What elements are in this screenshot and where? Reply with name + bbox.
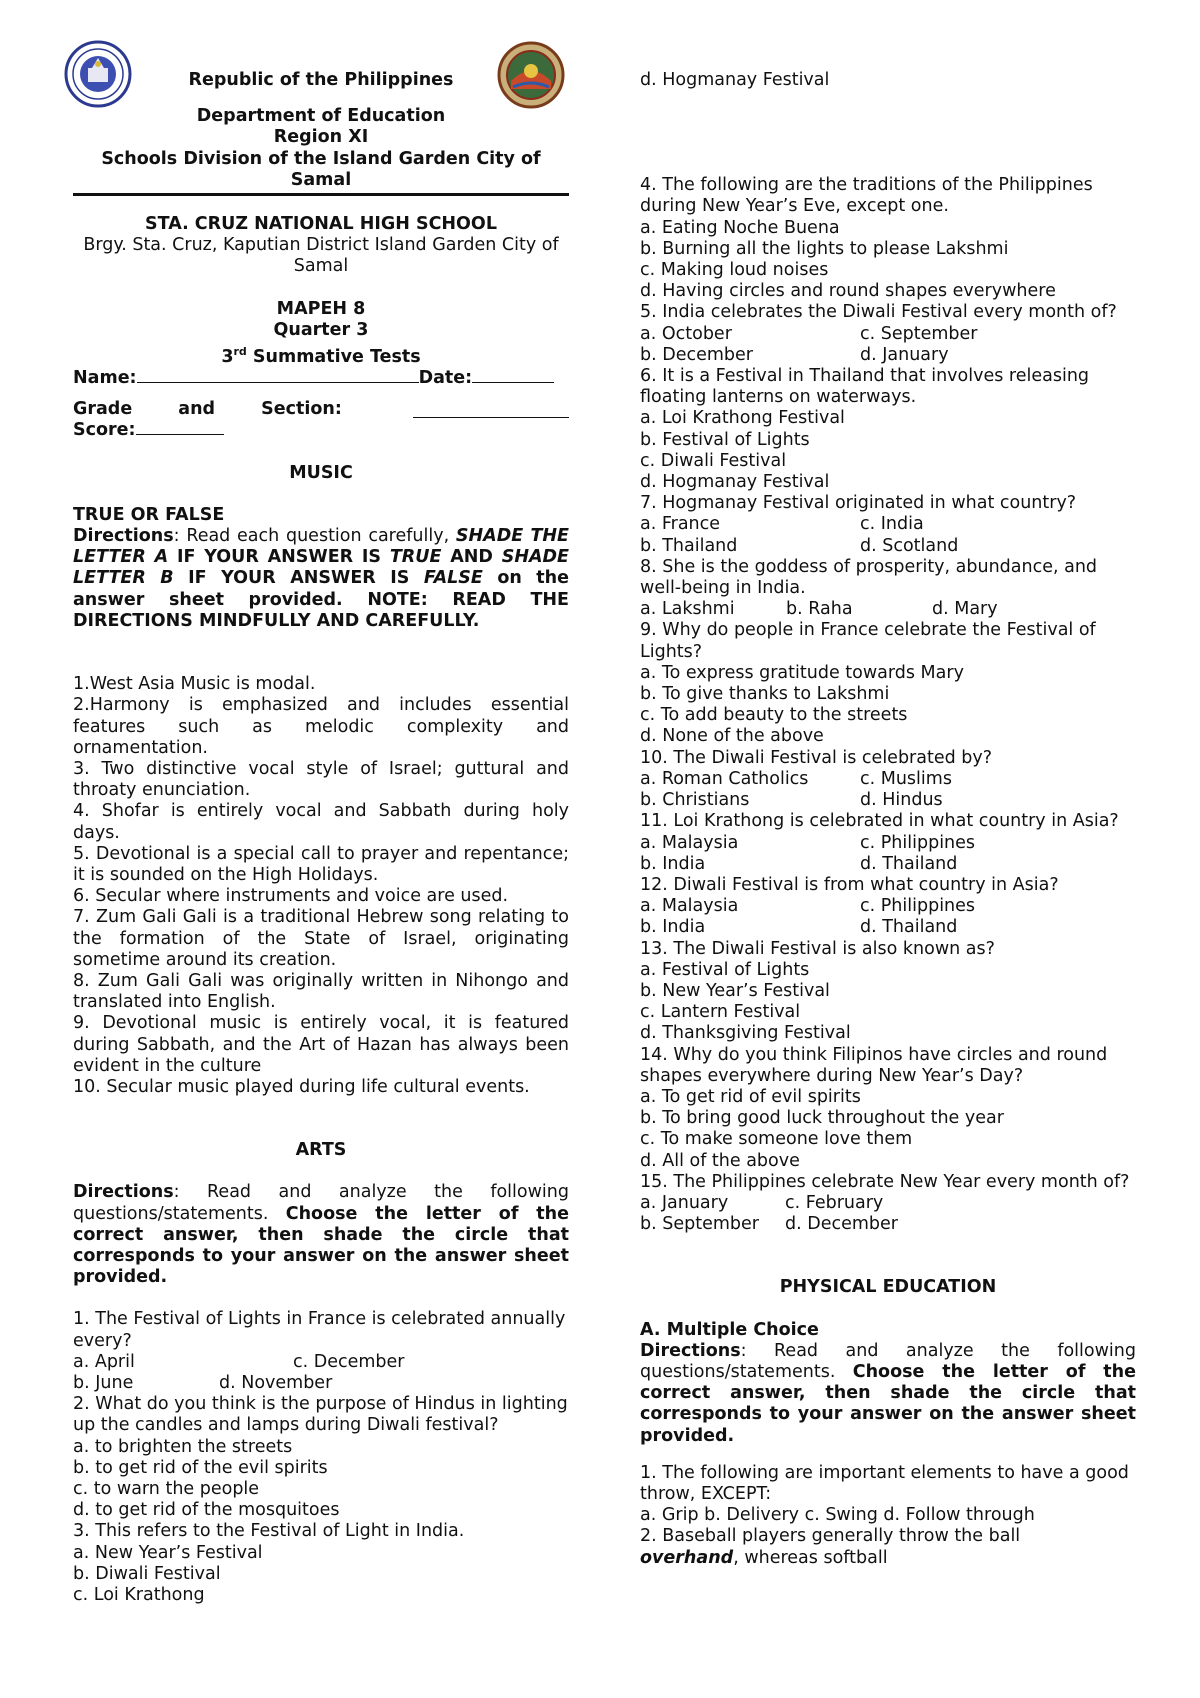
music-directions: Directions: Read each question carefully, SHADE THE LETTER A IF YOUR ANSWER IS TRUE AND SHADE LETTER B IF YOUR ANSWER IS FALSE on the answer sheet provided. NOTE: READ THE DIRECTIONS MINDFULLY AND CAREFULLY. [73,526,570,631]
music-item: 7. Zum Gali Gali is a traditional Hebrew song relating to the formation of the State of Israel, originating sometime around its creation. [73,907,569,970]
arts-q5-options-row: a. October c. September [640,323,978,344]
arts-option: d. Hogmanay Festival [640,472,830,493]
arts-q7-options-row: b. Thailand d. Scotland [640,535,959,556]
grade-section-field[interactable] [413,403,569,418]
arts-q7-options-row: a. France c. India [640,514,924,535]
name-field[interactable] [137,368,419,383]
music-item: 10. Secular music played during life cultural events. [73,1076,530,1097]
arts-option: a. Eating Noche Buena [640,217,840,238]
music-item: 8. Zum Gali Gali was originally written in Nihongo and translated into English. [73,970,569,1013]
music-item: 6. Secular where instruments and voice are used. [73,886,509,907]
right-column [640,64,1136,1569]
arts-option: c. Loi Krathong [73,1585,205,1606]
pe-section-title: A. Multiple Choice [640,1319,819,1340]
score-line: Score: [73,420,569,441]
arts-q12-options-row: b. India d. Thailand [640,917,958,938]
arts-option: a. to brighten the streets [73,1436,293,1457]
arts-option: b. Diwali Festival [73,1563,221,1584]
arts-question-4: 4. The following are the traditions of the Philippines during New Year’s Eve, except one. [640,175,1093,217]
region-heading: Region XI [273,127,369,148]
quarter-title: Quarter 3 [273,319,369,340]
arts-option: d. Hogmanay Festival [640,70,830,90]
pe-q1-options: a. Grip b. Delivery c. Swing d. Follow through [640,1505,1035,1526]
test-title: 3rd Summative Tests [221,345,421,367]
arts-option: d. to get rid of the mosquitoes [73,1500,340,1521]
name-date-line: Name: Date: [73,368,569,389]
arts-question-15: 15. The Philippines celebrate New Year every month of? [640,1171,1130,1192]
arts-question-9: 9. Why do people in France celebrate the Festival of Lights? [640,620,1096,662]
arts-option: c. Diwali Festival [640,450,787,471]
arts-option: a. To get rid of evil spirits [640,1086,861,1107]
music-item: 1.West Asia Music is modal. [73,674,316,695]
arts-option: a. Festival of Lights [640,959,810,980]
arts-option: b. New Year’s Festival [640,980,830,1001]
header-divider [73,193,569,196]
arts-q11-options-row: a. Malaysia c. Philippines [640,832,976,853]
music-item: 2.Harmony is emphasized and includes essential features such as melodic complexity and ornamentation. [73,695,569,758]
arts-option: b. To give thanks to Lakshmi [640,684,890,705]
left-column [73,64,569,1606]
arts-question-14: 14. Why do you think Filipinos have circles and round shapes everywhere during New Year’s Day? [640,1044,1108,1086]
arts-option: d. None of the above [640,726,824,747]
arts-q10-options-row: b. Christians d. Hindus [640,790,943,811]
arts-question-3: 3. This refers to the Festival of Light in India. [73,1521,465,1542]
music-item: 9. Devotional music is entirely vocal, it is featured during Sabbath, and the Art of Hazan has always been evident in the culture [73,1013,569,1076]
score-field[interactable] [136,420,224,435]
pe-question-1: 1. The following are important elements to have a good throw, EXCEPT: [640,1462,1129,1504]
arts-question-7: 7. Hogmanay Festival originated in what country? [640,493,1077,514]
arts-question-1: 1. The Festival of Lights in France is celebrated annually every? [73,1309,566,1351]
arts-q8-options-row: a. Lakshmi b. Raha d. Mary [640,599,998,620]
arts-option: c. to warn the people [73,1479,260,1499]
school-address: Brgy. Sta. Cruz, Kaputian District Island Garden City of Samal [83,235,559,277]
arts-question-6: 6. It is a Festival in Thailand that involves releasing floating lanterns on waterways. [640,366,1090,408]
music-item: 5. Devotional is a special call to prayer and repentance; it is sounded on the High Holidays. [73,843,569,885]
arts-option: b. To bring good luck throughout the year [640,1108,1004,1129]
arts-question-13: 13. The Diwali Festival is also known as? [640,938,995,959]
arts-q1-options-row: a. April c. December [73,1351,405,1372]
subject-title: MAPEH 8 [276,298,366,319]
arts-title: ARTS [295,1140,347,1161]
grade-section-line: Grade and Section: [73,399,569,420]
date-field[interactable] [472,368,554,383]
pe-question-2: 2. Baseball players generally throw the ball [640,1526,1021,1547]
arts-option: a. To express gratitude towards Mary [640,662,964,683]
department-heading: Department of Education [196,106,446,127]
arts-question-11: 11. Loi Krathong is celebrated in what country in Asia? [640,811,1119,832]
pe-directions: Directions: Read and analyze the following questions/statements. Choose the letter of the correct answer, then shade the circle that corresponds to your answer on the answer sheet provided. [640,1340,1136,1446]
arts-option: c. To add beauty to the streets [640,705,908,726]
arts-question-2: 2. What do you think is the purpose of Hindus in lighting up the candles and lamps during Diwali festival? [73,1394,568,1436]
pe-question-2-cont: overhand, whereas softball [640,1547,888,1568]
arts-option: a. Loi Krathong Festival [640,408,845,429]
arts-option: a. New Year’s Festival [73,1542,263,1563]
arts-question-5: 5. India celebrates the Diwali Festival every month of? [640,302,1117,323]
arts-q5-options-row: b. December d. January [640,344,949,365]
arts-option: d. All of the above [640,1150,800,1171]
arts-option: c. Making loud noises [640,260,829,281]
arts-option: b. Burning all the lights to please Lakshmi [640,238,1009,259]
arts-q1-options-row: b. June d. November [73,1372,333,1393]
republic-heading: Republic of the Philippines [188,70,454,90]
music-test-type: TRUE OR FALSE [73,504,225,525]
arts-option: d. Having circles and round shapes everywhere [640,281,1056,302]
arts-q11-options-row: b. India d. Thailand [640,853,958,874]
division-heading: Schools Division of the Island Garden City of Samal [101,148,541,190]
arts-q15-options-row: a. January c. February [640,1192,884,1213]
music-title: MUSIC [289,462,353,483]
arts-q12-options-row: a. Malaysia c. Philippines [640,896,976,917]
arts-question-12: 12. Diwali Festival is from what country in Asia? [640,874,1059,895]
arts-option: c. Lantern Festival [640,1002,801,1023]
arts-question-8: 8. She is the goddess of prosperity, abundance, and well-being in India. [640,556,1098,599]
arts-directions: Directions: Read and analyze the following questions/statements. Choose the letter of the correct answer, then shade the circle that corresponds to your answer on the answer sheet provided. [73,1182,569,1288]
pe-title: PHYSICAL EDUCATION [779,1277,997,1298]
school-name: STA. CRUZ NATIONAL HIGH SCHOOL [145,214,497,235]
music-item: 3. Two distinctive vocal style of Israel; guttural and throaty enunciation. [73,758,569,801]
arts-option: c. To make someone love them [640,1129,913,1150]
arts-option: b. to get rid of the evil spirits [73,1457,328,1478]
arts-option: b. Festival of Lights [640,429,810,450]
music-item: 4. Shofar is entirely vocal and Sabbath during holy days. [73,801,569,843]
arts-option: d. Thanksgiving Festival [640,1023,851,1044]
arts-question-10: 10. The Diwali Festival is celebrated by? [640,747,993,768]
arts-q15-options-row: b. September d. December [640,1214,898,1235]
arts-q10-options-row: a. Roman Catholics c. Muslims [640,768,952,789]
